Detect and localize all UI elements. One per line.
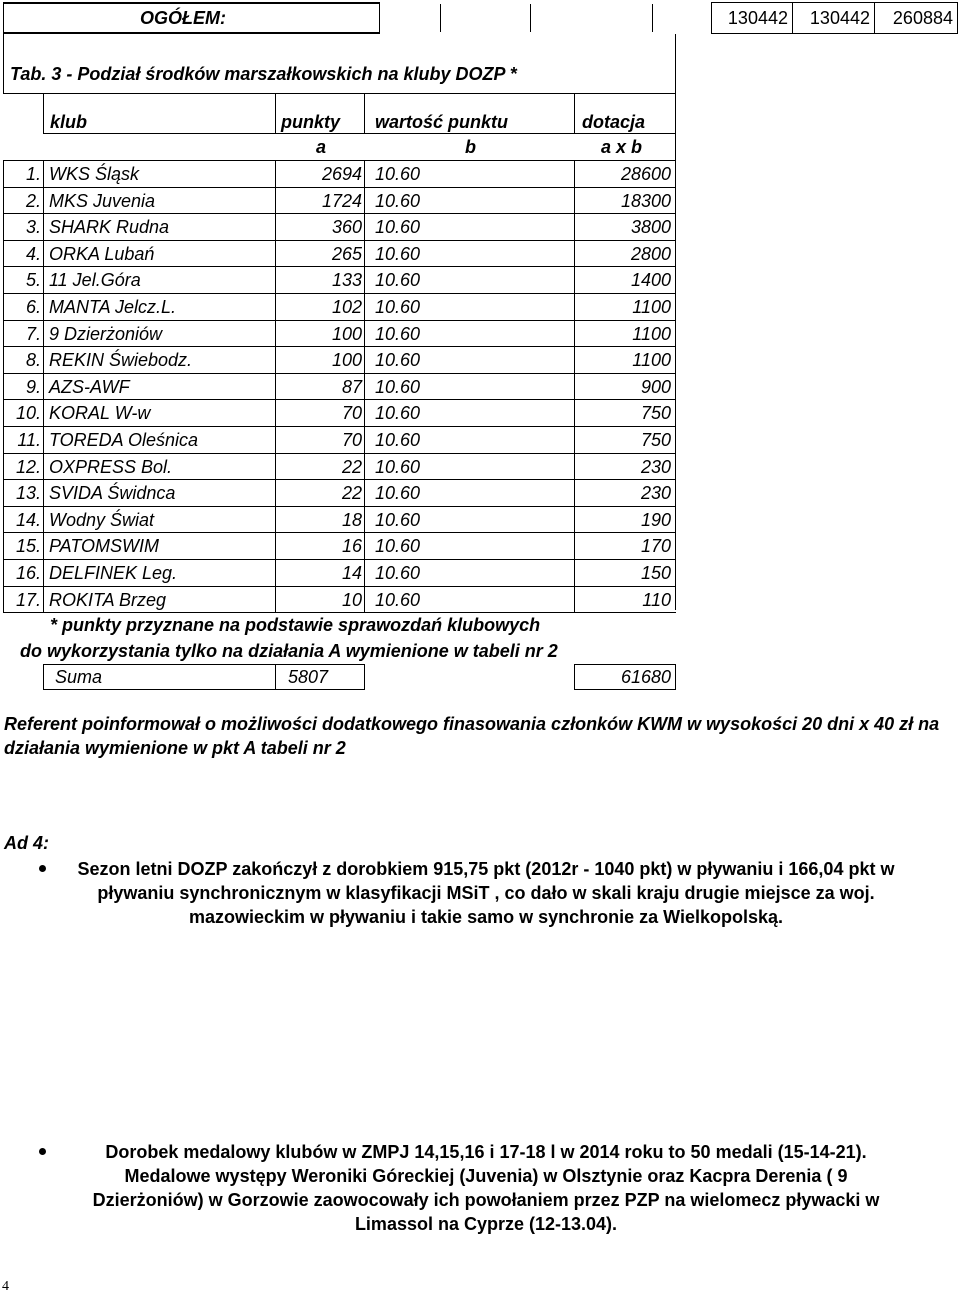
table-gridline (364, 213, 365, 240)
table-gridline (364, 373, 365, 400)
table-gridline (3, 453, 676, 454)
table-gridline (3, 532, 676, 533)
row-point-value: 10.60 (375, 456, 421, 477)
table-gridline (3, 213, 676, 214)
table-gridline (3, 240, 4, 267)
ad4-bullet-2: Dorobek medalowy klubów w ZMPJ 14,15,16 i 17-18 l w 2014 roku to 50 medali (15-14-21). Medalowe występy Weroniki Góreckiej (Juvenia) w Olsztynie oraz Kacpra Derenia ( 9 Dzierżoniów) w Gorzowie zaowocowały ich powołaniem przez PZP na wielomecz pływacki w Limassol na Cyprze (12-13.04). (92, 1142, 880, 1234)
ad4-bullet-1: Sezon letni DOZP zakończył z dorobkiem 915,75 pkt (2012r - 1040 pkt) w pływaniu i 166,04 pkt w pływaniu synchronicznym w klasyfikacji MSiT , co dało w skali kraju drugie miejsce za woj. mazowieckim w pływaniu i takie samo w synchronie za Wielkopolską. (77, 859, 895, 927)
table-gridline (3, 586, 676, 587)
table-gridline (574, 266, 575, 293)
table-gridline (364, 479, 365, 506)
row-points: 70 (341, 403, 362, 424)
table-gridline (3, 586, 4, 613)
row-number: 5. (25, 270, 41, 291)
table-gridline (574, 586, 575, 613)
table-gridline (574, 399, 575, 426)
row-point-value: 10.60 (375, 403, 421, 424)
table-gridline (275, 346, 276, 373)
row-points: 1724 (321, 190, 362, 211)
table-gridline (574, 426, 575, 453)
row-number: 13. (15, 483, 41, 504)
bullet-2-icon (39, 1148, 46, 1155)
row-number: 7. (25, 323, 41, 344)
table-gridline (43, 240, 44, 267)
row-club: Wodny Świat (49, 509, 155, 530)
row-point-value: 10.60 (375, 270, 421, 291)
table-gridline (364, 187, 365, 214)
table-gridline (275, 399, 276, 426)
table-gridline (275, 426, 276, 453)
row-grant: 750 (640, 403, 671, 424)
table-gridline (364, 399, 365, 426)
table-gridline (364, 453, 365, 480)
row-points: 10 (341, 589, 362, 610)
row-club: ROKITA Brzeg (49, 589, 167, 610)
row-grant: 190 (640, 509, 671, 530)
row-club: KORAL W-w (49, 403, 151, 424)
row-grant: 1100 (632, 350, 671, 371)
table-gridline (574, 213, 575, 240)
table-gridline (574, 160, 575, 187)
table-gridline (43, 373, 44, 400)
table-gridline (43, 453, 44, 480)
row-points: 70 (341, 430, 362, 450)
row-point-value: 10.60 (375, 376, 421, 397)
row-number: 16. (15, 563, 41, 583)
footnote-1: * punkty przyznane na podstawie sprawozdań klubowych (50, 615, 541, 635)
row-grant: 110 (642, 589, 671, 610)
table-gridline (364, 586, 365, 613)
header-grant: dotacja (582, 112, 646, 132)
row-number: 11. (17, 430, 41, 450)
row-number: 10. (15, 403, 41, 424)
row-grant: 2800 (630, 243, 671, 264)
row-number: 8. (25, 350, 41, 371)
table-gridline (574, 532, 575, 559)
row-number: 14. (15, 509, 41, 530)
table-gridline (364, 346, 365, 373)
table-gridline (3, 266, 4, 293)
table-gridline (43, 160, 44, 187)
sum-label: Suma (55, 667, 103, 687)
table-gridline (43, 320, 44, 347)
table-gridline (364, 559, 365, 586)
row-club: MANTA Jelcz.L. (49, 297, 177, 317)
header-club: klub (50, 112, 88, 132)
header-points-sub: a (316, 137, 327, 157)
table-gridline (3, 506, 4, 533)
table-gridline (275, 293, 276, 320)
row-points: 22 (341, 456, 362, 477)
row-club: DELFINEK Leg. (49, 563, 178, 583)
row-club: PATOMSWIM (49, 536, 159, 557)
table-gridline (43, 506, 44, 533)
row-club: SHARK Rudna (49, 217, 170, 238)
row-number: 15. (15, 536, 41, 557)
row-number: 3. (25, 217, 41, 238)
row-grant: 150 (640, 563, 671, 583)
page-number: 4 (2, 1279, 9, 1294)
row-point-value: 10.60 (375, 536, 421, 557)
row-points: 2694 (321, 164, 362, 184)
table-gridline (275, 187, 276, 214)
table-gridline (3, 373, 4, 400)
table-gridline (3, 532, 4, 559)
table-gridline (275, 559, 276, 586)
table-gridline (3, 506, 676, 507)
row-number: 2. (25, 190, 41, 211)
row-points: 87 (341, 376, 362, 397)
row-club: 9 Dzierżoniów (49, 323, 163, 344)
table-gridline (574, 453, 575, 480)
summary-label: OGÓŁEM: (140, 8, 226, 28)
row-grant: 3800 (630, 217, 671, 238)
row-number: 6. (25, 297, 41, 317)
row-point-value: 10.60 (375, 297, 421, 317)
summary-value-3: 260884 (892, 8, 953, 28)
row-point-value: 10.60 (375, 509, 421, 530)
table-gridline (3, 426, 676, 427)
table-gridline (3, 399, 4, 426)
header-point-value: wartość punktu (375, 112, 509, 132)
row-club: WKS Śląsk (49, 164, 140, 184)
table-gridline (574, 506, 575, 533)
table-gridline (3, 346, 676, 347)
row-point-value: 10.60 (375, 563, 421, 583)
table-gridline (3, 426, 4, 453)
row-number: 9. (25, 376, 41, 397)
row-points: 265 (331, 243, 362, 264)
row-point-value: 10.60 (375, 350, 421, 371)
table-gridline (3, 266, 676, 267)
table-gridline (43, 479, 44, 506)
table-gridline (3, 559, 4, 586)
table-gridline (275, 373, 276, 400)
table-gridline (364, 506, 365, 533)
row-club: OXPRESS Bol. (49, 456, 173, 477)
table-gridline (574, 559, 575, 586)
row-point-value: 10.60 (375, 164, 421, 184)
row-points: 133 (331, 270, 362, 291)
ad4-heading: Ad 4: (4, 833, 49, 853)
row-number: 17. (15, 589, 41, 610)
table-gridline (3, 479, 4, 506)
table-gridline (3, 213, 4, 240)
row-club: 11 Jel.Góra (49, 270, 141, 291)
table-title: Tab. 3 - Podział środków marszałkowskich na kluby DOZP * (10, 64, 517, 84)
row-number: 1. (25, 164, 41, 184)
row-point-value: 10.60 (375, 323, 421, 344)
table-gridline (3, 479, 676, 480)
sum-grant: 61680 (620, 667, 671, 687)
table-gridline (574, 187, 575, 214)
row-point-value: 10.60 (375, 243, 421, 264)
table-gridline (43, 586, 44, 613)
row-grant: 900 (640, 376, 671, 397)
row-number: 12. (15, 456, 41, 477)
row-grant: 1400 (630, 270, 671, 291)
table-gridline (43, 293, 44, 320)
row-points: 100 (331, 323, 362, 344)
row-grant: 1100 (632, 323, 671, 344)
table-gridline (574, 346, 575, 373)
table-gridline (3, 559, 676, 560)
row-point-value: 10.60 (375, 190, 421, 211)
header-grant-sub: a x b (601, 137, 643, 157)
row-points: 14 (341, 563, 362, 583)
row-point-value: 10.60 (375, 589, 421, 610)
table-gridline (364, 532, 365, 559)
table-gridline (43, 426, 44, 453)
row-grant: 18300 (620, 190, 671, 211)
referent-note: Referent poinformował o możliwości dodatkowego finasowania członków KWM w wysokości 20 dni x 40 zł na działania wymienione w pkt A tabeli nr 2 (4, 714, 940, 758)
table-gridline (275, 160, 276, 187)
table-gridline (43, 559, 44, 586)
table-gridline (275, 453, 276, 480)
table-gridline (275, 532, 276, 559)
row-point-value: 10.60 (375, 217, 421, 238)
footnote-2: do wykorzystania tylko na działania A wymienione w tabeli nr 2 (20, 641, 558, 661)
table-gridline (364, 160, 365, 187)
row-points: 102 (331, 297, 362, 317)
row-club: SVIDA Świdnca (49, 483, 176, 504)
row-club: ORKA Lubań (49, 243, 155, 264)
bullet-1-icon (39, 865, 46, 872)
table-gridline (3, 453, 4, 480)
row-points: 360 (331, 217, 362, 238)
table-gridline (275, 240, 276, 267)
table-gridline (3, 187, 4, 214)
row-club: TOREDA Oleśnica (49, 430, 199, 450)
table-gridline (574, 320, 575, 347)
header-point-value-sub: b (465, 137, 476, 157)
table-gridline (574, 373, 575, 400)
row-point-value: 10.60 (375, 430, 421, 450)
table-gridline (43, 187, 44, 214)
table-gridline (574, 240, 575, 267)
table-gridline (43, 266, 44, 293)
table-gridline (3, 346, 4, 373)
summary-value-1: 130442 (727, 8, 788, 28)
row-grant: 170 (640, 536, 671, 557)
table-gridline (275, 506, 276, 533)
table-gridline (3, 187, 676, 188)
table-gridline (574, 479, 575, 506)
row-club: REKIN Świebodz. (49, 350, 193, 371)
table-gridline (3, 320, 676, 321)
header-points: punkty (281, 112, 341, 132)
row-points: 22 (341, 483, 362, 504)
table-gridline (275, 320, 276, 347)
table-gridline (364, 266, 365, 293)
row-club: MKS Juvenia (49, 190, 156, 211)
table-gridline (43, 213, 44, 240)
table-gridline (275, 266, 276, 293)
row-points: 100 (331, 350, 362, 371)
table-gridline (3, 293, 676, 294)
table-gridline (43, 399, 44, 426)
row-grant: 1100 (632, 297, 671, 317)
row-grant: 28600 (620, 164, 671, 184)
summary-value-2: 130442 (809, 8, 870, 28)
table-gridline (275, 586, 276, 613)
table-gridline (364, 240, 365, 267)
row-points: 18 (341, 509, 362, 530)
sum-points: 5807 (288, 667, 329, 687)
table-gridline (3, 373, 676, 374)
table-gridline (3, 240, 676, 241)
table-gridline (364, 293, 365, 320)
table-gridline (43, 346, 44, 373)
table-gridline (3, 399, 676, 400)
table-gridline (3, 160, 676, 161)
row-grant: 230 (640, 483, 671, 504)
row-grant: 230 (640, 456, 671, 477)
table-gridline (364, 320, 365, 347)
table-gridline (3, 320, 4, 347)
table-gridline (3, 293, 4, 320)
row-points: 16 (341, 536, 362, 557)
table-gridline (574, 293, 575, 320)
row-number: 4. (25, 243, 41, 264)
row-grant: 750 (640, 430, 671, 450)
row-club: AZS-AWF (49, 376, 130, 397)
row-point-value: 10.60 (375, 483, 421, 504)
table-gridline (3, 160, 4, 187)
table-gridline (364, 426, 365, 453)
table-gridline (43, 532, 44, 559)
table-gridline (275, 213, 276, 240)
table-gridline (275, 479, 276, 506)
